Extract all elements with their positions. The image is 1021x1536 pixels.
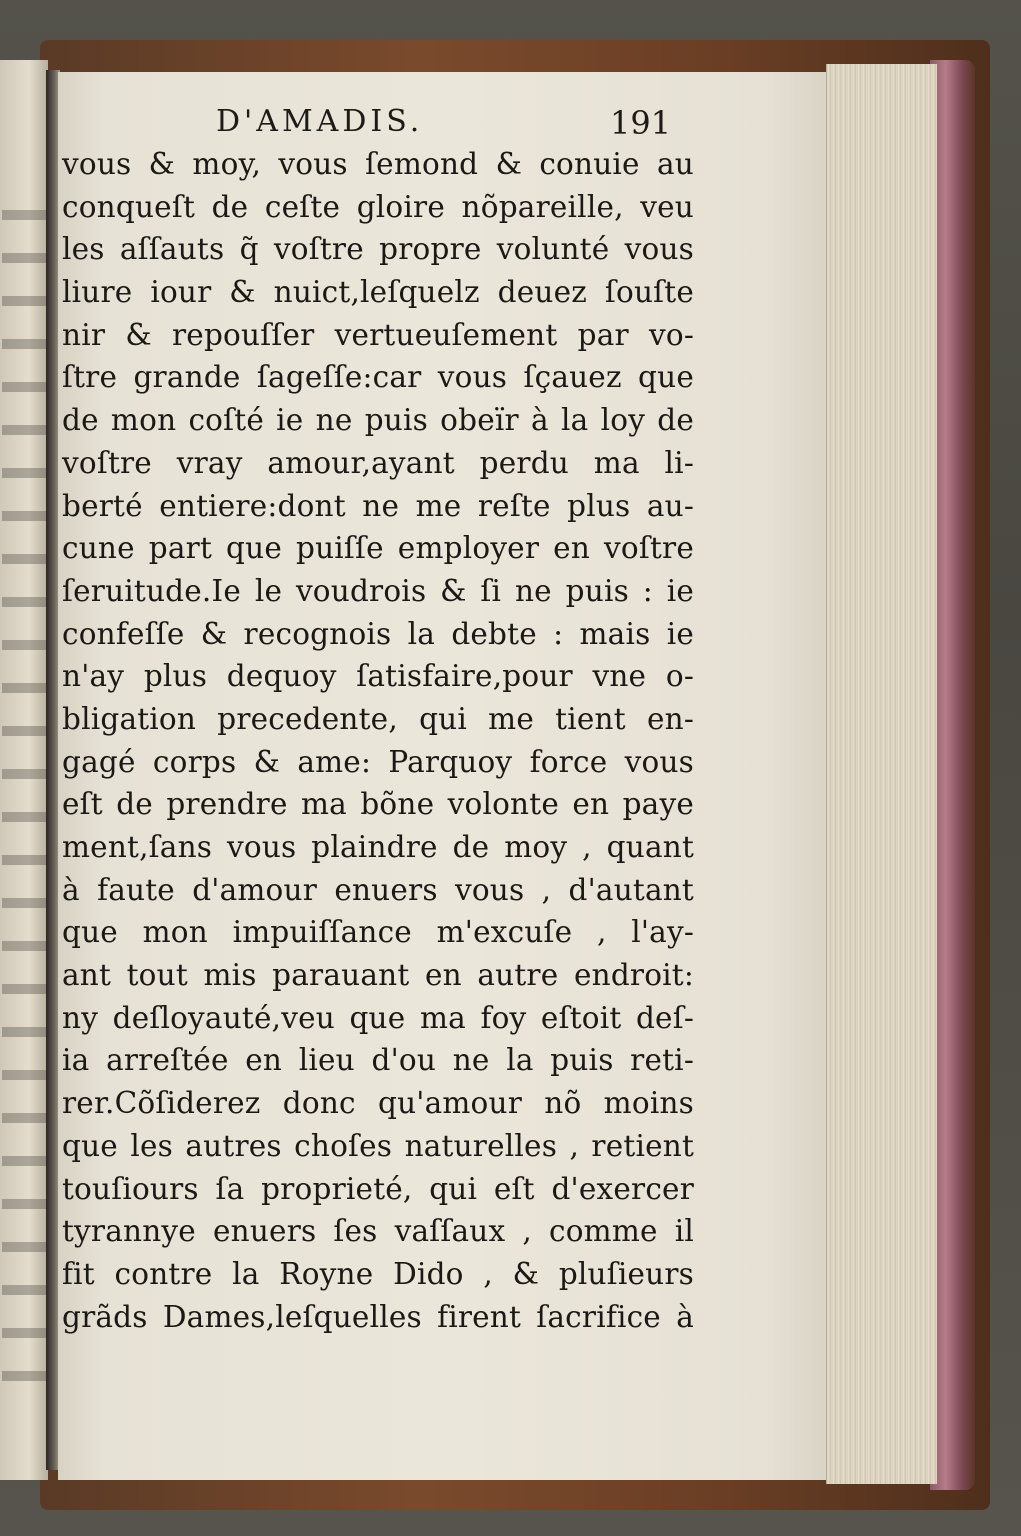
text-line: cune part que puiſſe employer en voſtre: [62, 531, 694, 566]
text-line: vous & moy, vous ſemond & conuie au: [62, 147, 694, 181]
text-line: ia arreſtée en lieu d'ou ne la puis reti-: [62, 1043, 694, 1078]
text-line: liure iour & nuict,leſquelz deuez ſouſte: [62, 275, 694, 310]
text-line: touſiours ſa proprieté, qui eſt d'exercer: [62, 1171, 694, 1206]
text-line: tyrannye enuers ſes vaſſaux , comme il: [62, 1214, 694, 1249]
text-line: berté entiere:dont ne me reſte plus au-: [62, 488, 694, 523]
page-number: 191: [610, 104, 672, 142]
text-line: les aſſauts q̃ voſtre propre volunté vous: [62, 232, 694, 267]
text-line: ſeruitude.Ie le voudrois & ſi ne puis : ie: [62, 573, 694, 608]
text-line: que mon impuiſſance m'excuſe , l'ay-: [62, 915, 694, 950]
text-line: n'ay plus dequoy ſatisfaire,pour vne o-: [62, 659, 694, 694]
text-line: ment,ſans vous plaindre de moy , quant: [62, 830, 694, 864]
text-block: [62, 143, 694, 1338]
text-line: à faute d'amour enuers vous , d'autant: [62, 872, 694, 907]
text-line: rer.Cõſiderez donc qu'amour nõ moins: [62, 1086, 694, 1121]
running-head: [0, 104, 1021, 144]
page-edges-stack: [826, 64, 937, 1484]
text-line: confeſſe & recognois la debte : mais ie: [62, 616, 694, 651]
text-line: eſt de prendre ma bõne volonte en paye: [62, 787, 694, 822]
text-line: fit contre la Royne Dido , & pluſieurs: [62, 1256, 694, 1291]
running-head-title: D'AMADIS.: [216, 104, 424, 139]
text-line: nir & repouſſer vertueuſement par vo-: [62, 317, 694, 352]
text-line: conqueſt de ceſte gloire nõpareille, veu: [62, 189, 694, 224]
text-line: ſtre grande ſageſſe:car vous ſçauez que: [62, 360, 694, 395]
text-line: gagé corps & ame: Parquoy force vous: [62, 744, 694, 779]
text-line: voſtre vray amour,ayant perdu ma li-: [62, 445, 694, 480]
previous-page-text-fragment: [2, 210, 46, 1410]
text-line: bligation precedente, qui me tient en-: [62, 701, 694, 736]
text-line: ant tout mis parauant en autre endroit:: [62, 958, 694, 993]
text-line: que les autres choſes naturelles , retient: [62, 1128, 694, 1163]
text-line: de mon coſté ie ne puis obeïr à la loy de: [62, 403, 694, 438]
previous-page-edge: [0, 60, 48, 1480]
text-line: grãds Dames,leſquelles firent ſacrifice à: [62, 1299, 694, 1334]
text-line: ny deſloyauté,veu que ma foy eſtoit deſ-: [62, 1000, 694, 1035]
